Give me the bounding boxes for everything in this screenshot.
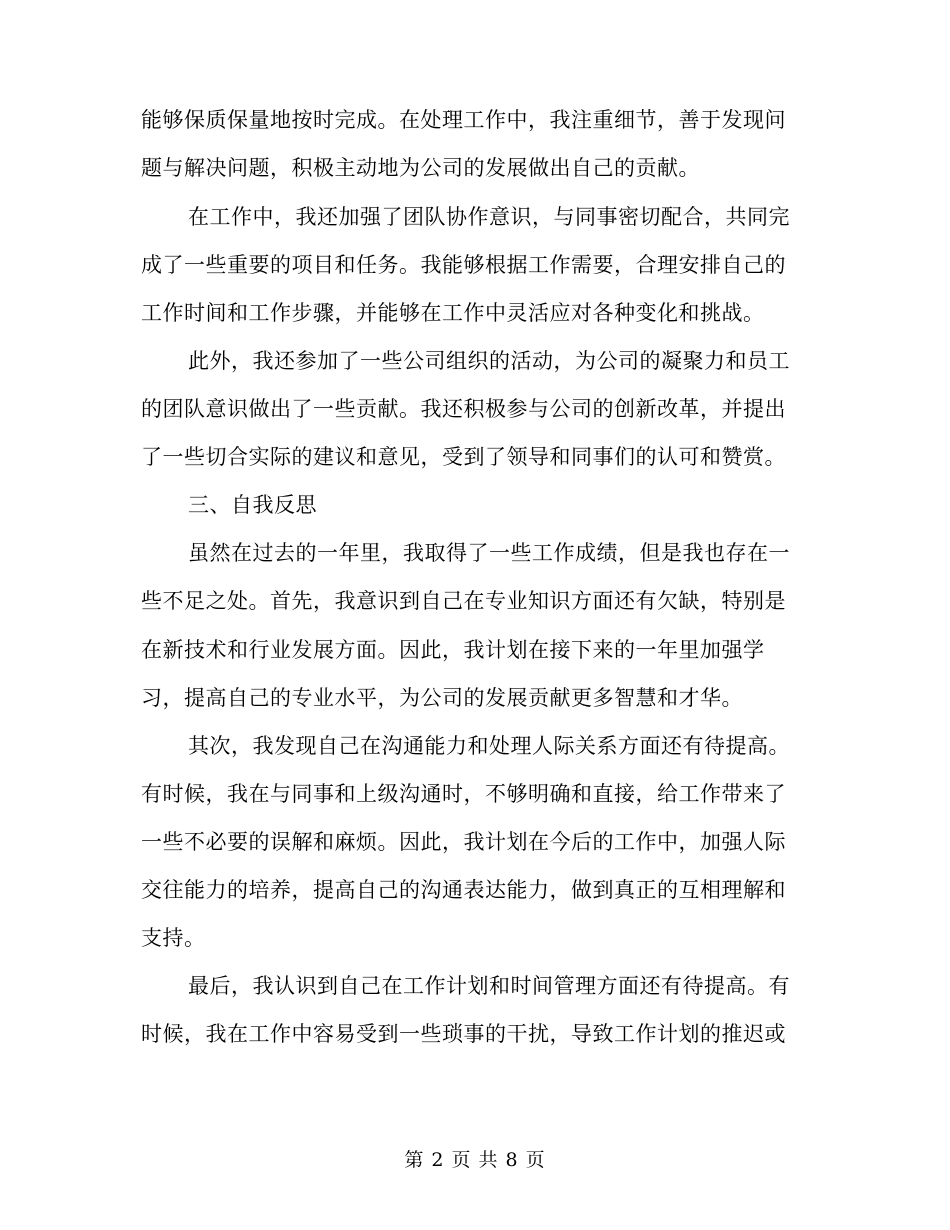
paragraph-line: 交往能力的培养，提高自己的沟通表达能力，做到真正的互相理解和 <box>141 878 786 902</box>
paragraph-line: 能够保质保量地按时完成。在处理工作中，我注重细节，善于发现问 <box>141 108 786 132</box>
paragraph-line: 支持。 <box>141 926 206 950</box>
page-number-footer: 第 2 页 共 8 页 <box>404 1149 546 1171</box>
paragraph-line: 有时候，我在与同事和上级沟通时，不够明确和直接，给工作带来了 <box>141 782 786 806</box>
paragraph-line: 在工作中，我还加强了团队协作意识，与同事密切配合，共同完 <box>188 205 790 229</box>
paragraph-line: 习，提高自己的专业水平，为公司的发展贡献更多智慧和才华。 <box>141 686 743 710</box>
paragraph-line: 的团队意识做出了一些贡献。我还积极参与公司的创新改革，并提出 <box>141 397 786 421</box>
paragraph-line: 题与解决问题，积极主动地为公司的发展做出自己的贡献。 <box>141 156 700 180</box>
paragraph-line: 一些不必要的误解和麻烦。因此，我计划在今后的工作中，加强人际 <box>141 830 786 854</box>
section-heading: 三、自我反思 <box>188 493 317 517</box>
paragraph-line: 时候，我在工作中容易受到一些琐事的干扰，导致工作计划的推迟或 <box>141 1022 786 1046</box>
paragraph-line: 此外，我还参加了一些公司组织的活动，为公司的凝聚力和员工 <box>188 349 790 373</box>
paragraph-line: 些不足之处。首先，我意识到自己在专业知识方面还有欠缺，特别是 <box>141 589 786 613</box>
paragraph-line: 其次，我发现自己在沟通能力和处理人际关系方面还有待提高。 <box>188 734 790 758</box>
paragraph-line: 工作时间和工作步骤，并能够在工作中灵活应对各种变化和挑战。 <box>141 301 765 325</box>
paragraph-line: 在新技术和行业发展方面。因此，我计划在接下来的一年里加强学 <box>141 638 765 662</box>
paragraph-line: 虽然在过去的一年里，我取得了一些工作成绩，但是我也存在一 <box>188 541 790 565</box>
paragraph-line: 了一些切合实际的建议和意见，受到了领导和同事们的认可和赞赏。 <box>141 445 786 469</box>
paragraph-line: 最后，我认识到自己在工作计划和时间管理方面还有待提高。有 <box>188 974 790 998</box>
paragraph-line: 成了一些重要的项目和任务。我能够根据工作需要，合理安排自己的 <box>141 253 786 277</box>
